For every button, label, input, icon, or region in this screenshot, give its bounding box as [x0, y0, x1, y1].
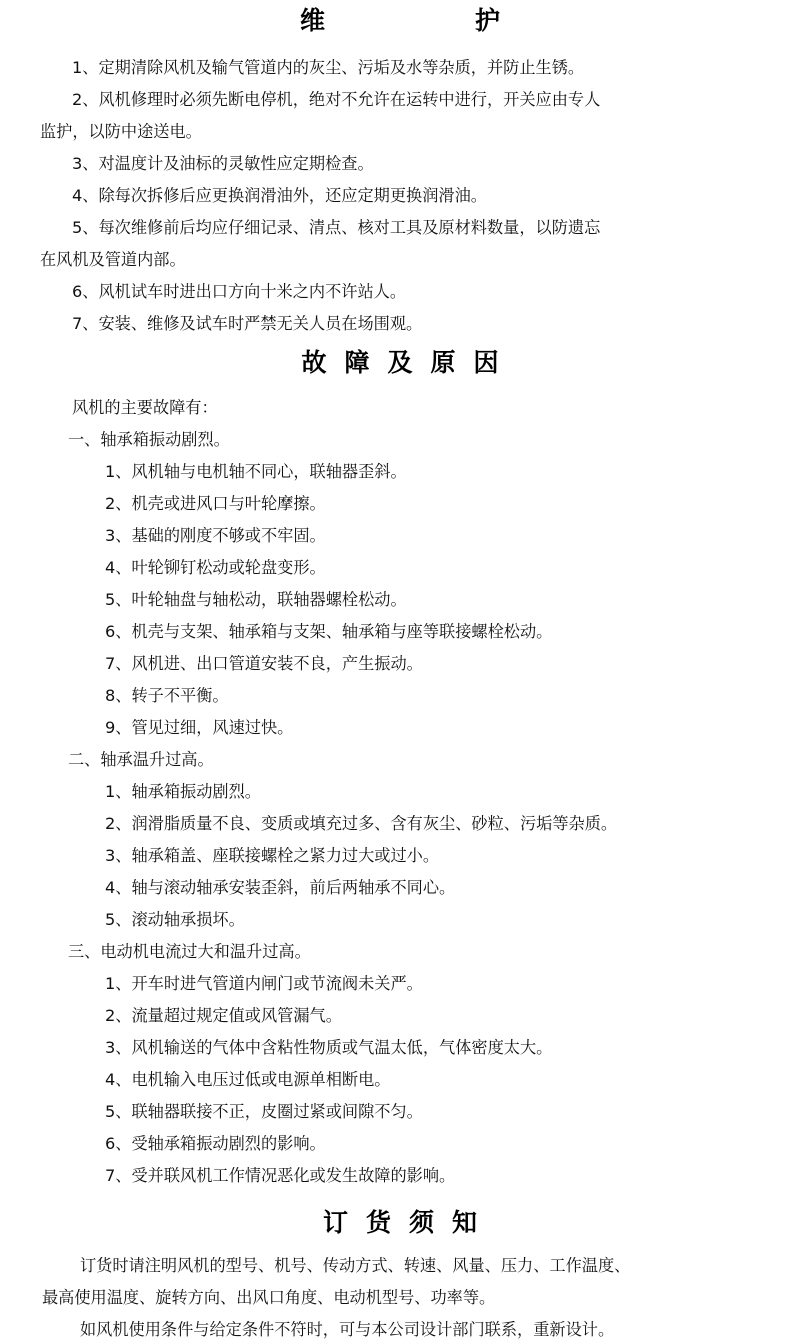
fault-group-3-item: 3、风机输送的气体中含粘性物质或气温太低，气体密度太大。 — [105, 1038, 553, 1057]
maintenance-title: 维护 — [299, 6, 650, 35]
maintenance-line-5-cont: 在风机及管道内部。 — [40, 250, 186, 269]
fault-group-1-item: 9、管见过细，风速过快。 — [105, 718, 294, 737]
maintenance-line-4: 4、除每次拆修后应更换润滑油外，还应定期更换润滑油。 — [72, 186, 487, 205]
maintenance-line-6: 6、风机试车时进出口方向十米之内不许站人。 — [72, 282, 407, 301]
maintenance-line-2: 2、风机修理时必须先断电停机，绝对不允许在运转中进行，开关应由专人 — [72, 90, 601, 109]
maintenance-line-1: 1、定期清除风机及输气管道内的灰尘、污垢及水等杂质，并防止生锈。 — [72, 58, 585, 77]
fault-group-1-item: 3、基础的刚度不够或不牢固。 — [105, 526, 326, 545]
fault-group-3-item: 6、受轴承箱振动剧烈的影响。 — [105, 1134, 326, 1153]
maintenance-line-7: 7、安装、维修及试车时严禁无关人员在场围观。 — [72, 314, 423, 333]
fault-group-3-item: 4、电机输入电压过低或电源单相断电。 — [105, 1070, 391, 1089]
maintenance-line-5: 5、每次维修前后均应仔细记录、清点、核对工具及原材料数量，以防遗忘 — [72, 218, 601, 237]
fault-group-2-item: 4、轴与滚动轴承安装歪斜，前后两轴承不同心。 — [105, 878, 456, 897]
faults-title: 故障及原因 — [301, 348, 517, 377]
maintenance-line-3: 3、对温度计及油标的灵敏性应定期检查。 — [72, 154, 374, 173]
ordering-title: 订货须知 — [322, 1208, 495, 1237]
fault-group-2-item: 5、滚动轴承损坏。 — [105, 910, 245, 929]
fault-group-1-item: 5、叶轮轴盘与轴松动，联轴器螺栓松动。 — [105, 590, 407, 609]
fault-group-2-heading: 二、轴承温升过高。 — [68, 750, 214, 769]
faults-intro: 风机的主要故障有： — [72, 398, 218, 417]
ordering-line-2: 如风机使用条件与给定条件不符时，可与本公司设计部门联系，重新设计。 — [80, 1320, 615, 1339]
fault-group-1-item: 6、机壳与支架、轴承箱与支架、轴承箱与座等联接螺栓松动。 — [105, 622, 553, 641]
fault-group-2-item: 2、润滑脂质量不良、变质或填充过多、含有灰尘、砂粒、污垢等杂质。 — [105, 814, 618, 833]
fault-group-1-item: 1、风机轴与电机轴不同心，联轴器歪斜。 — [105, 462, 407, 481]
fault-group-2-item: 3、轴承箱盖、座联接螺栓之紧力过大或过小。 — [105, 846, 440, 865]
fault-group-3-heading: 三、电动机电流过大和温升过高。 — [68, 942, 311, 961]
fault-group-3-item: 1、开车时进气管道内闸门或节流阀未关严。 — [105, 974, 423, 993]
fault-group-3-item: 2、流量超过规定值或风管漏气。 — [105, 1006, 342, 1025]
fault-group-1-item: 7、风机进、出口管道安装不良，产生振动。 — [105, 654, 423, 673]
ordering-line-1: 订货时请注明风机的型号、机号、传动方式、转速、风量、压力、工作温度、 — [80, 1256, 631, 1275]
ordering-line-1-cont: 最高使用温度、旋转方向、出风口角度、电动机型号、功率等。 — [42, 1288, 496, 1307]
fault-group-1-item: 2、机壳或进风口与叶轮摩擦。 — [105, 494, 326, 513]
fault-group-3-item: 5、联轴器联接不正，皮圈过紧或间隙不匀。 — [105, 1102, 423, 1121]
fault-group-1-item: 4、叶轮铆钉松动或轮盘变形。 — [105, 558, 326, 577]
fault-group-2-item: 1、轴承箱振动剧烈。 — [105, 782, 261, 801]
fault-group-1-item: 8、转子不平衡。 — [105, 686, 229, 705]
fault-group-3-item: 7、受并联风机工作情况恶化或发生故障的影响。 — [105, 1166, 456, 1185]
fault-group-1-heading: 一、轴承箱振动剧烈。 — [68, 430, 230, 449]
maintenance-line-2-cont: 监护，以防中途送电。 — [40, 122, 202, 141]
